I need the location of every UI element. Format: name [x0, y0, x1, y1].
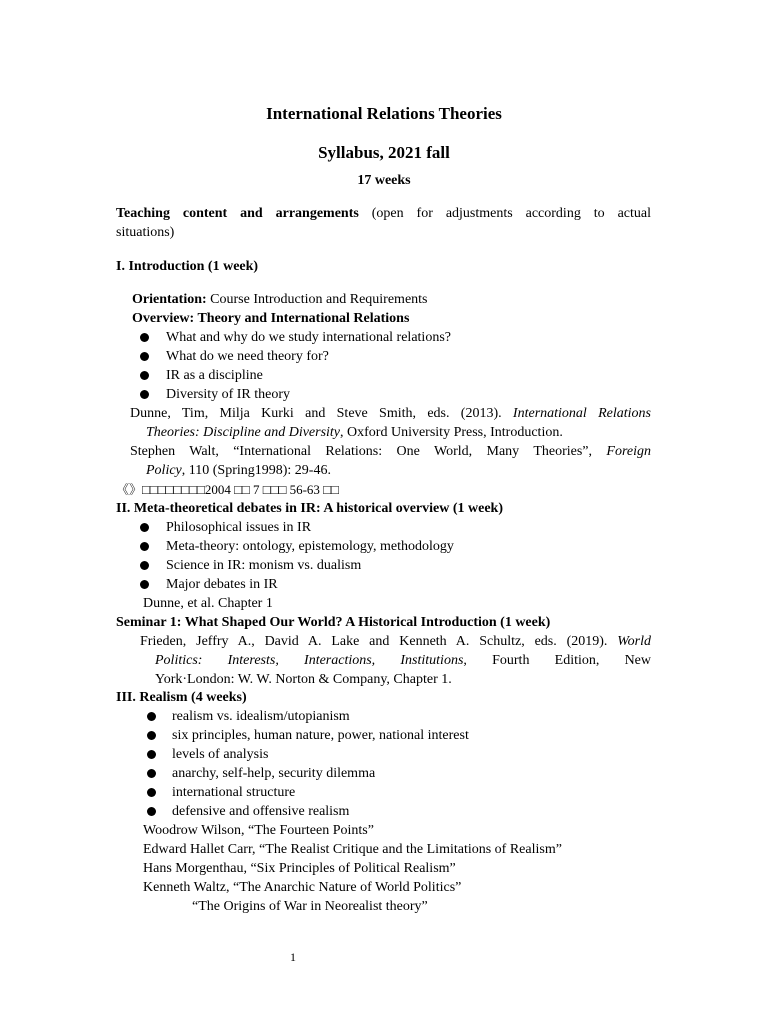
reference-text: Stephen Walt, “International Relations: One World, Many Theories”, [130, 444, 607, 459]
bullet-icon [147, 750, 156, 759]
document-title: International Relations Theories [266, 104, 502, 123]
reference-text: , Fourth Edition, New [463, 653, 652, 668]
reference-morgenthau: Hans Morgenthau, “Six Principles of Political Realism” [143, 861, 456, 876]
intro-line-1 [116, 204, 651, 223]
list-item: IR as a discipline [166, 368, 263, 383]
reference-frieden-line-1 [140, 632, 651, 651]
reference-frieden-line-3: York·London: W. W. Norton & Company, Chapter 1. [155, 672, 452, 687]
list-item: six principles, human nature, power, national interest [172, 728, 469, 743]
page-number: 1 [290, 950, 296, 964]
list-item: Diversity of IR theory [166, 387, 291, 402]
overview-heading: Overview: Theory and International Relations [132, 311, 410, 326]
section-3-heading: III. Realism (4 weeks) [116, 690, 247, 705]
reference-dunne-line-2 [146, 423, 563, 442]
reference-waltz-2: “The Origins of War in Neorealist theory” [192, 899, 428, 914]
orientation-label: Orientation: [132, 292, 207, 307]
reference-text: , 110 (Spring1998): 29-46. [181, 463, 331, 478]
orientation-line [132, 290, 428, 309]
reference-waltz-1: Kenneth Waltz, “The Anarchic Nature of World Politics” [143, 880, 462, 895]
reference-dunne-line-1 [130, 404, 651, 423]
bullet-icon [140, 352, 149, 361]
reference-chinese: 《》□□□□□□□□2004 □□ 7 □□□ 56-63 □□ [116, 482, 339, 497]
orientation-text: Course Introduction and Requirements [206, 292, 428, 307]
bullet-icon [140, 371, 149, 380]
reference-title: Theories: Discipline and Diversity [146, 425, 341, 440]
section-1-heading: I. Introduction (1 week) [116, 259, 259, 274]
bullet-icon [147, 731, 156, 740]
reference-walt-line-1 [130, 442, 651, 461]
list-item: international structure [172, 785, 296, 800]
bullet-icon [140, 542, 149, 551]
intro-line-2: situations) [116, 225, 175, 240]
section-2-heading: II. Meta-theoretical debates in IR: A historical overview (1 week) [116, 501, 503, 516]
list-item: What and why do we study international relations? [166, 330, 451, 345]
list-item: Philosophical issues in IR [166, 520, 312, 535]
bullet-icon [147, 712, 156, 721]
intro-bold-label: Teaching content and arrangements [116, 206, 359, 221]
intro-line-1-rest: (open for adjustments according to actual [358, 206, 651, 221]
reference-frieden-line-2 [155, 651, 651, 670]
syllabus-subtitle: Syllabus, 2021 fall [318, 143, 450, 162]
bullet-icon [140, 333, 149, 342]
list-item: anarchy, self-help, security dilemma [172, 766, 376, 781]
reference-text: Dunne, Tim, Milja Kurki and Steve Smith, eds. (2013). [130, 406, 513, 421]
reference-journal: Foreign [606, 444, 651, 459]
list-item: Major debates in IR [166, 577, 278, 592]
reference-walt-line-2 [146, 461, 331, 480]
bullet-icon [140, 580, 149, 589]
bullet-icon [140, 390, 149, 399]
reference-carr: Edward Hallet Carr, “The Realist Critique and the Limitations of Realism” [143, 842, 562, 857]
list-item: Meta-theory: ontology, epistemology, methodology [166, 539, 454, 554]
bullet-icon [140, 523, 149, 532]
bullet-icon [147, 788, 156, 797]
list-item: realism vs. idealism/utopianism [172, 709, 350, 724]
reference-title: Politics: Interests, Interactions, Institutions [155, 653, 464, 668]
list-item: levels of analysis [172, 747, 269, 762]
bullet-icon [147, 769, 156, 778]
bullet-icon [147, 807, 156, 816]
reference-wilson: Woodrow Wilson, “The Fourteen Points” [143, 823, 374, 838]
list-item: What do we need theory for? [166, 349, 329, 364]
reference-journal: Policy [146, 463, 182, 478]
reference-title: International Relations [512, 406, 651, 421]
list-item: Science in IR: monism vs. dualism [166, 558, 362, 573]
reference-text: Frieden, Jeffry A., David A. Lake and Kenneth A. Schultz, eds. (2019). [140, 634, 618, 649]
reference-title: World [617, 634, 651, 649]
reference-text: , Oxford University Press, Introduction. [340, 425, 563, 440]
bullet-icon [140, 561, 149, 570]
list-item: defensive and offensive realism [172, 804, 350, 819]
seminar-1-heading: Seminar 1: What Shaped Our World? A Historical Introduction (1 week) [116, 615, 551, 630]
reference-dunne-chapter: Dunne, et al. Chapter 1 [143, 596, 273, 611]
course-duration: 17 weeks [357, 173, 411, 188]
